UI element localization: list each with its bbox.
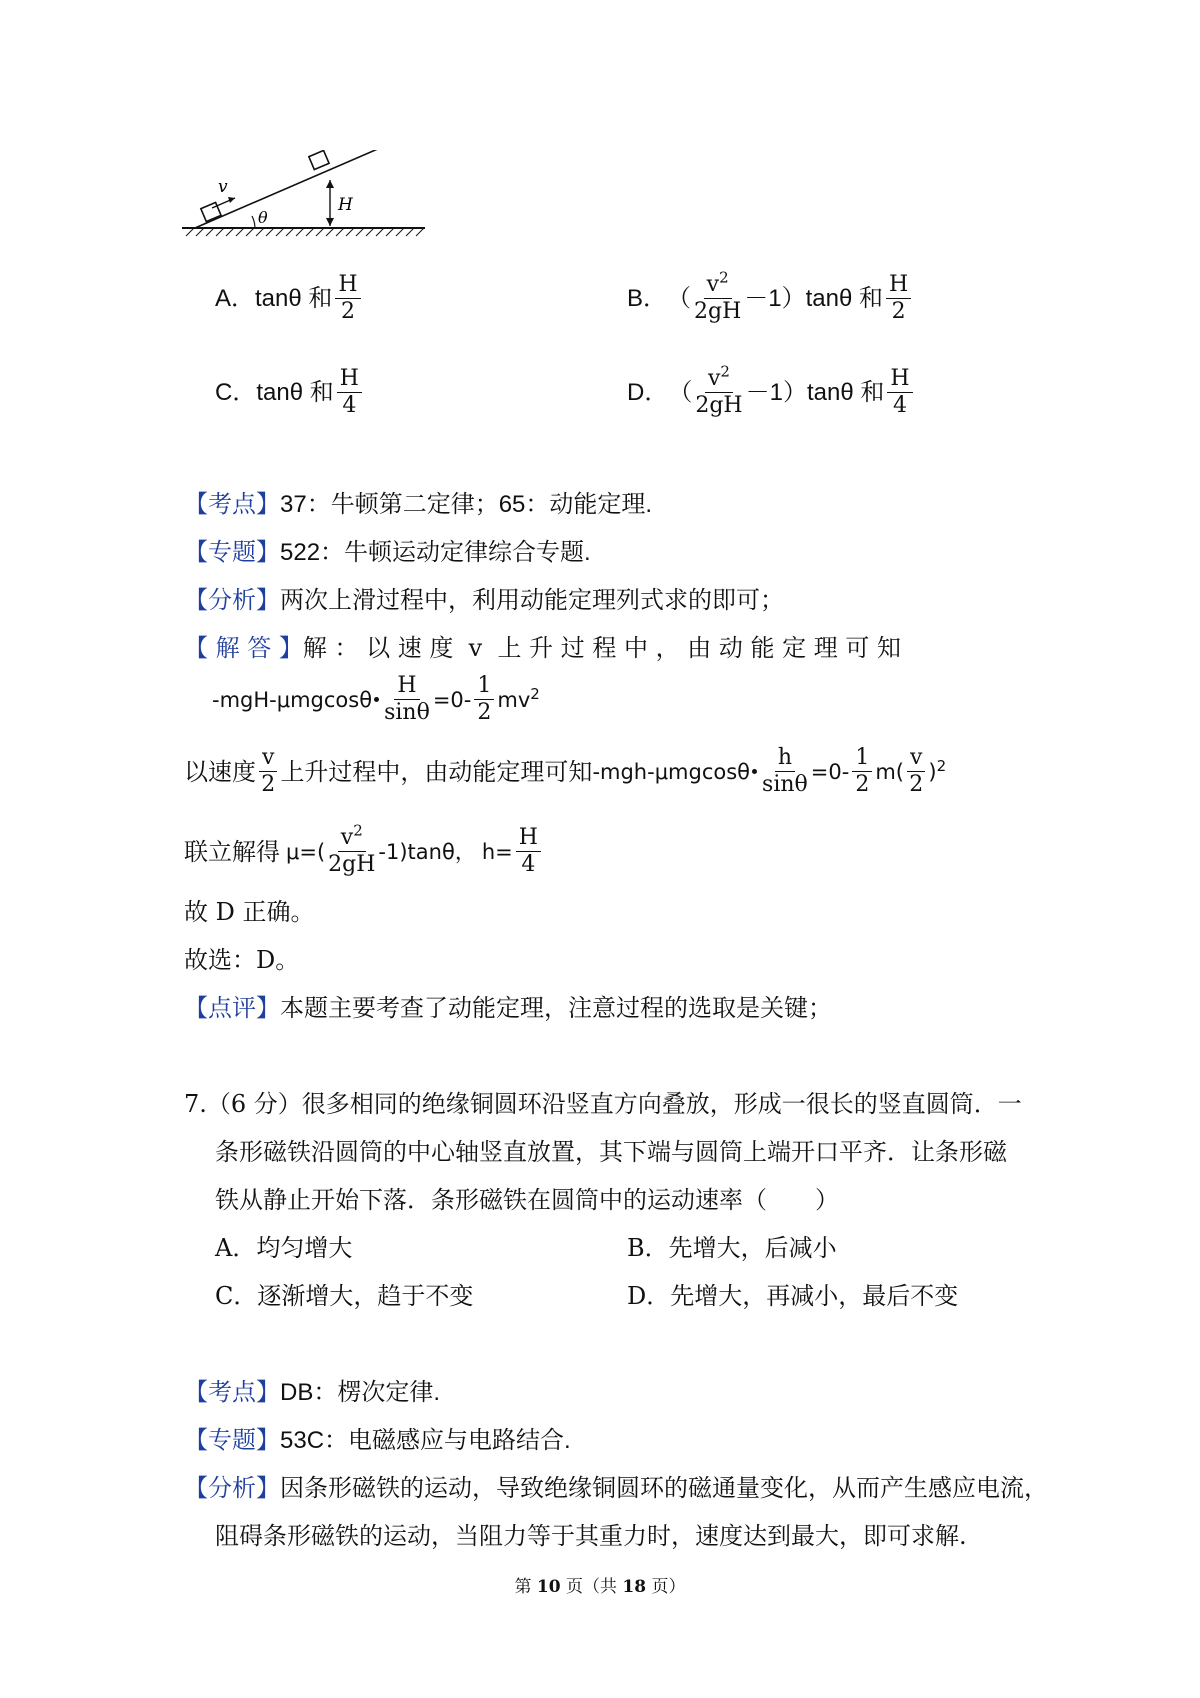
q7-stem-line2: 条形磁铁沿圆筒的中心轴竖直放置，其下端与圆筒上端开口平齐．让条形磁	[215, 1138, 1007, 1166]
option-c-label: C．	[215, 378, 257, 406]
kaodian-text: 37：牛顿第二定律；65：动能定理.	[280, 491, 653, 518]
jieda-tag: 【 解 答 】	[184, 634, 303, 662]
footer-prefix: 第	[514, 1577, 537, 1597]
fenxi-line	[184, 584, 784, 616]
option-c-text: tanθ 和	[256, 378, 334, 406]
option-d-close: －1）tanθ 和	[745, 378, 885, 406]
q7-option-a[interactable]: A．均匀增大	[215, 1234, 353, 1262]
fraction-h-2: $\frac{H}{2}$	[886, 272, 911, 325]
dianping-tag: 【点评】	[184, 994, 280, 1022]
option-b-label: B．	[627, 284, 668, 312]
multiply-dot	[752, 769, 757, 774]
equation-1	[212, 673, 540, 726]
v-over-2: $\frac{v}{2}$	[259, 745, 277, 798]
multiply-dot	[374, 697, 379, 702]
eq2-mid: =0-	[810, 759, 850, 784]
kaodian-line	[184, 488, 652, 521]
incline-diagram	[180, 150, 430, 240]
velocity-label: v	[218, 177, 228, 197]
eq2-left: -mgh-μmgcosθ	[592, 759, 751, 784]
fenxi-tag: 【分析】	[184, 586, 280, 614]
footer-mid: 页（共	[560, 1577, 623, 1597]
line3-prefix: 联立解得	[184, 837, 280, 866]
eq3-h-over-4: $\frac{H}{4}$	[516, 825, 541, 878]
jieda-text: 解 ： 以 速 度 v 上 升 过 程 中 ， 由 动 能 定 理 可 知	[302, 634, 902, 662]
q7-option-b[interactable]: B．先增大，后减小	[627, 1234, 837, 1262]
eq1-left: -mgH-μmgcosθ	[212, 687, 373, 712]
eq3-h: h=	[481, 839, 513, 864]
eq1-right: $mv^2$	[497, 684, 540, 712]
answer-choice: 故选：D。	[184, 946, 300, 974]
q6-option-c[interactable]	[215, 366, 365, 419]
q7-kaodian-text: DB：楞次定律.	[280, 1379, 441, 1406]
option-d-label: D．	[627, 378, 669, 406]
footer-page-number: 10	[536, 1577, 561, 1597]
page-footer	[0, 1572, 1200, 1597]
footer-suffix: 页）	[646, 1577, 686, 1597]
option-d-open: （	[668, 378, 693, 406]
line2-prefix: 以速度	[184, 757, 256, 786]
q7-kaodian-tag: 【考点】	[184, 1378, 280, 1406]
option-b-close: －1）tanθ 和	[744, 284, 884, 312]
eq1-half: $\frac{1}{2}$	[474, 673, 494, 726]
footer-total-pages: 18	[622, 1577, 647, 1597]
jieda-line	[184, 632, 1024, 664]
dianping-line	[184, 992, 832, 1024]
eq2-half: $\frac{1}{2}$	[852, 745, 872, 798]
q7-fenxi-tag: 【分析】	[184, 1474, 280, 1502]
q7-zhuanti-line	[184, 1424, 571, 1457]
line-3	[184, 821, 544, 878]
option-b-open: （	[667, 284, 692, 312]
line-2	[184, 745, 946, 798]
q7-fenxi-text: 因条形磁铁的运动，导致绝缘铜圆环的磁通量变化，从而产生感应电流，	[280, 1474, 1048, 1502]
fenxi-text: 两次上滑过程中，利用动能定理列式求的即可；	[280, 586, 784, 614]
option-a-text: tanθ 和	[255, 284, 333, 312]
eq1-fraction: $\frac{H}{\sin\theta}$	[384, 673, 430, 725]
eq1-mid: =0-	[432, 687, 472, 712]
eq3-left: μ=(	[286, 839, 326, 864]
line2-text: 上升过程中，由动能定理可知	[280, 757, 593, 786]
fraction-h-4: $\frac{H}{4}$	[337, 366, 362, 419]
q7-stem-line1: 7.（6 分）很多相同的绝缘铜圆环沿竖直方向叠放，形成一很长的竖直圆筒．一	[184, 1090, 1022, 1118]
conclusion: 故 D 正确。	[184, 898, 315, 926]
q7-zhuanti-text: 53C：电磁感应与电路结合.	[280, 1427, 571, 1454]
eq2-close: )$^2$	[928, 756, 947, 784]
eq2-m: m(	[875, 759, 904, 784]
q7-zhuanti-tag: 【专题】	[184, 1426, 280, 1454]
q7-option-d[interactable]: D．先增大，再减小，最后不变	[627, 1282, 959, 1310]
q6-option-b[interactable]	[627, 268, 914, 325]
q7-fenxi-line2: 阻碍条形磁铁的运动，当阻力等于其重力时，速度达到最大，即可求解.	[215, 1522, 967, 1550]
fraction-h-4: $\frac{H}{4}$	[887, 366, 912, 419]
zhuanti-tag: 【专题】	[184, 538, 280, 566]
q7-stem-line3: 铁从静止开始下落．条形磁铁在圆筒中的运动速率（ ）	[215, 1186, 839, 1214]
q6-option-a[interactable]	[215, 272, 364, 325]
q6-option-d[interactable]	[627, 362, 916, 419]
q7-option-c[interactable]: C．逐渐增大，趋于不变	[215, 1282, 474, 1310]
fraction-h-2: $\frac{H}{2}$	[335, 272, 360, 325]
kaodian-tag: 【考点】	[184, 490, 280, 518]
q7-fenxi-line	[184, 1472, 1048, 1504]
height-label: H	[338, 195, 353, 215]
eq3-fraction: $\frac{v^2}{2gH}$	[328, 821, 376, 877]
theta-label: θ	[258, 208, 268, 227]
dianping-text: 本题主要考查了动能定理，注意过程的选取是关键；	[280, 994, 832, 1022]
eq2-v-over-2: $\frac{v}{2}$	[907, 745, 925, 798]
eq3-right: -1)tanθ，	[378, 839, 476, 864]
zhuanti-line	[184, 536, 591, 569]
eq2-fraction: $\frac{h}{\sin\theta}$	[762, 745, 808, 797]
option-a-label: A．	[215, 284, 256, 312]
fraction-v2-2gh: $\frac{v^2}{2gH}$	[695, 362, 743, 418]
q7-kaodian-line	[184, 1376, 440, 1409]
zhuanti-text: 522：牛顿运动定律综合专题.	[280, 539, 591, 566]
fraction-v2-2gh: $\frac{v^2}{2gH}$	[694, 268, 742, 324]
